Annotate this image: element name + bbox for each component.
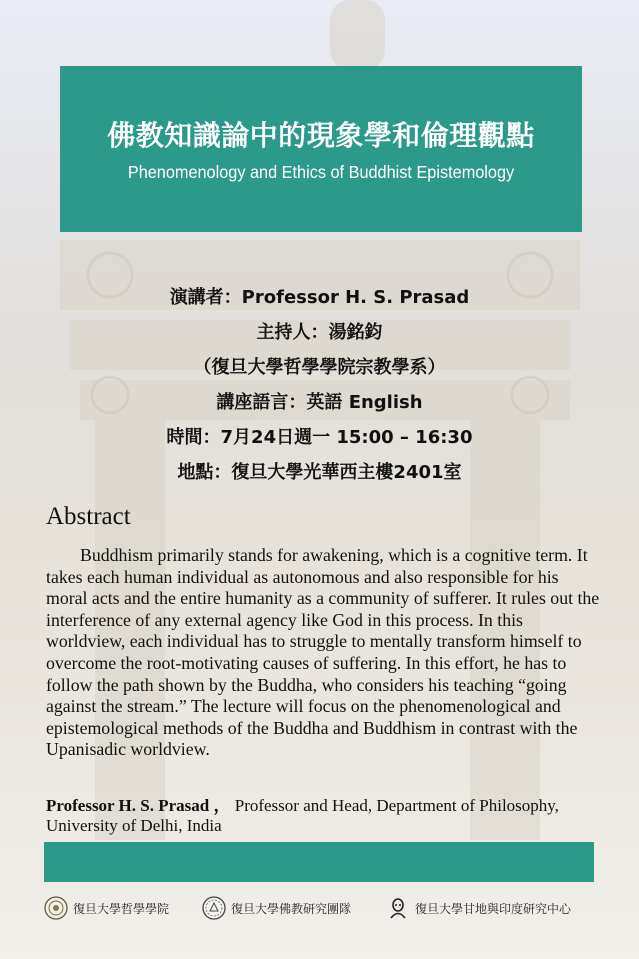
abstract-heading: Abstract [46,503,131,530]
lecture-info [0,283,639,493]
org-name: 復旦大學甘地與印度研究中心 [415,901,572,916]
time-line: 時間：7月24日週一 15:00 – 16:30 [166,427,473,448]
gandhi-portrait-icon [386,896,410,920]
philosophy-school-seal-icon [44,896,68,920]
org-philosophy-school [44,893,169,923]
title-english: Phenomenology and Ethics of Buddhist Epistemology [127,162,515,182]
teal-divider-bar [44,842,594,882]
title-chinese: 佛教知識論中的現象學和倫理觀點 [107,119,535,152]
speaker-bio-description: Professor and Head, Department of Philosophy, University of Delhi, India [46,796,559,835]
language-line: 講座語言：英語 English [216,392,423,413]
org-gandhi-india-center [386,893,571,923]
org-buddhist-research [202,893,351,923]
title-banner [60,66,582,232]
org-name: 復旦大學佛教研究團隊 [231,901,352,916]
speaker-bio [46,796,606,836]
speaker-line: 演講者：Professor H. S. Prasad [169,287,470,308]
speaker-bio-name: Professor H. S. Prasad ， [46,796,231,815]
buddhist-research-seal-icon [202,896,226,920]
org-name: 復旦大學哲學學院 [73,901,170,916]
abstract-text: Buddhism primarily stands for awakening, which is a cognitive term. It takes each human individual as autonomous and also responsible for his moral acts and the entire humanity as a community of sufferer. It rules out the interference of any external agency like God in this process. In this worldview, each individual has to struggle to mentally transform himself to overcome the root-motivating causes of suffering. In this effort, he has to follow the path shown by the Buddha, who considers his teaching “going against the stream.” The lecture will focus on the phenomenological and epistemological methods of the Buddha and Buddhism in contrast with the Upanisadic worldview. [46,545,600,760]
host-affiliation-line: （復旦大學哲學學院宗教學系） [193,357,446,378]
venue-line: 地點：復旦大學光華西主樓2401室 [177,462,462,483]
footer-organizers [0,893,639,923]
host-line: 主持人：湯銘鈞 [256,322,383,343]
